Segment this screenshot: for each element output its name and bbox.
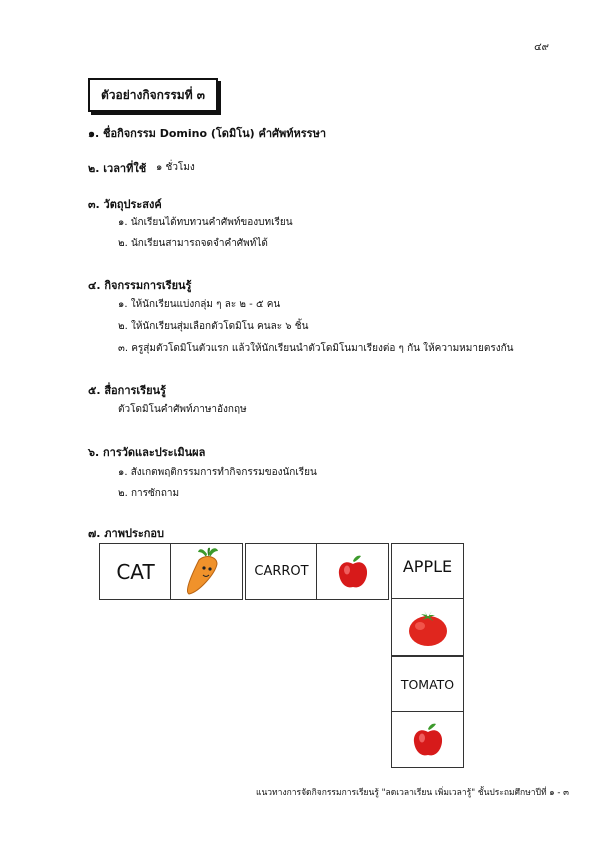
- section-6-heading: ๖. การวัดและประเมินผล: [88, 446, 206, 459]
- section-5-heading: ๕. สื่อการเรียนรู้: [88, 384, 166, 397]
- apple-icon: [408, 720, 448, 760]
- section-2-heading: ๒. เวลาที่ใช้: [88, 162, 147, 175]
- section-4-item-3: ๓. ครูสุ่มตัวโดมิโนตัวแรก แล้วให้นักเรียนนำตัวโดมิโนมาเรียงต่อ ๆ กัน ให้ความหมายตรงกัน: [118, 343, 514, 354]
- domino-card-apple: [391, 543, 464, 600]
- section-6-item-2: ๒. การซักถาม: [118, 488, 180, 499]
- domino-card-tomato: [391, 656, 464, 713]
- section-6-item-1: ๑. สังเกตพฤติกรรมการทำกิจกรรมของนักเรียน: [118, 467, 317, 478]
- section-5-text: ตัวโดมิโนคำศัพท์ภาษาอังกฤษ: [118, 404, 247, 415]
- carrot-icon: [177, 546, 237, 598]
- section-3-heading: ๓. วัตถุประสงค์: [88, 198, 162, 211]
- card-word-tomato: TOMATO: [400, 677, 455, 692]
- section-3-item-2: ๒. นักเรียนสามารถจดจำคำศัพท์ได้: [118, 238, 268, 249]
- card-word-apple: APPLE: [402, 557, 453, 576]
- card-word-cat: CAT: [116, 559, 155, 584]
- activity-title-box: [88, 78, 218, 112]
- page-footer: แนวทางการจัดกิจกรรมการเรียนรู้ "ลดเวลาเรียน เพิ่มเวลารู้" ชั้นประถมศึกษาปีที่ ๑ - ๓: [256, 788, 569, 798]
- tomato-icon: [404, 605, 452, 649]
- domino-card-apple-picture: [316, 543, 389, 600]
- section-4-item-2: ๒. ให้นักเรียนสุ่มเลือกตัวโดมิโน คนละ ๖ ชิ้น: [118, 321, 309, 332]
- domino-card-apple-picture-2: [391, 711, 464, 768]
- section-2-value: ๑ ชั่วโมง: [156, 162, 195, 173]
- section-7-heading: ๗. ภาพประกอบ: [88, 527, 165, 540]
- section-3-item-1: ๑. นักเรียนได้ทบทวนคำศัพท์ของบทเรียน: [118, 217, 293, 228]
- domino-card-carrot-picture: [170, 543, 243, 600]
- section-4-heading: ๔. กิจกรรมการเรียนรู้: [88, 279, 192, 292]
- page-number: ๔๙: [534, 42, 549, 53]
- section-1-heading: ๑. ชื่อกิจกรรม Domino (โดมิโน) คำศัพท์หรรษา: [88, 127, 326, 140]
- activity-title: ตัวอย่างกิจกรรมที่ ๓: [100, 87, 206, 102]
- domino-card-carrot: [245, 543, 318, 600]
- apple-icon: [333, 552, 373, 592]
- domino-card-cat: [99, 543, 172, 600]
- domino-card-tomato-picture: [391, 598, 464, 656]
- card-word-carrot: CARROT: [254, 564, 309, 579]
- section-4-item-1: ๑. ให้นักเรียนแบ่งกลุ่ม ๆ ละ ๒ - ๕ คน: [118, 299, 281, 310]
